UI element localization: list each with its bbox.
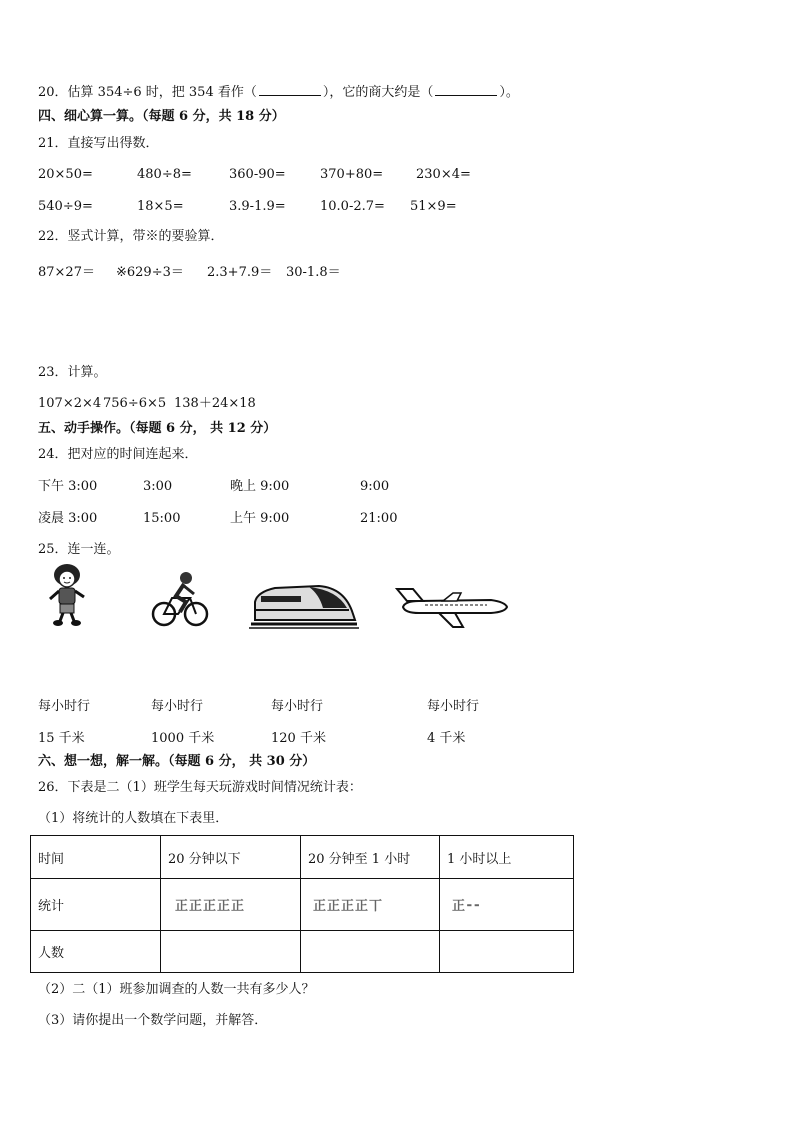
speed-label-2: 每小时行 <box>151 699 204 714</box>
question-24-title: 24．把对应的时间连起来． <box>38 447 198 462</box>
answer-blank-1[interactable] <box>259 83 321 96</box>
table-tally-row <box>31 879 574 931</box>
speed-value-3: 120 千米 <box>271 731 326 746</box>
q26-subquestion-3: （3）请你提出一个数学问题，并解答． <box>38 1013 268 1028</box>
q23-item-3: 138＋24×18 <box>174 396 256 411</box>
header-under-20-min: 20 分钟以下 <box>161 836 301 879</box>
header-time: 时间 <box>31 836 161 879</box>
q20-text-pre: 20．估算 354÷6 时，把 354 看作（ <box>38 85 257 100</box>
q24-time-2-2: 15:00 <box>143 511 181 526</box>
q21-expr-2-1: 540÷9= <box>38 199 93 214</box>
count-cell-20-min-to-1-hour[interactable] <box>301 931 440 973</box>
walking-girl-image <box>44 563 90 627</box>
tally-over-1-hour: 正⁃⁃ <box>452 899 482 914</box>
q21-expr-1-2: 480÷8= <box>137 167 192 182</box>
q24-time-1-3: 晚上 9:00 <box>230 479 290 494</box>
q22-item-1: 87×27＝ <box>38 265 95 280</box>
question-23-title: 23．计算。 <box>38 365 107 380</box>
airplane-image <box>395 585 509 629</box>
q20-text-mid: ），它的商大约是（ <box>322 85 434 100</box>
q22-item-3: 2.3+7.9＝ <box>207 265 273 280</box>
answer-blank-2[interactable] <box>435 83 497 96</box>
q24-time-1-2: 3:00 <box>143 479 173 494</box>
q26-subquestion-1: （1）将统计的人数填在下表里． <box>38 811 229 826</box>
tally-under-20-min: 正正正正正 <box>175 899 246 914</box>
header-20-min-to-1-hour: 20 分钟至 1 小时 <box>301 836 440 879</box>
question-25-title: 25．连一连。 <box>38 542 120 557</box>
count-cell-over-1-hour[interactable] <box>440 931 574 973</box>
q21-expr-1-5: 230×4= <box>416 167 471 182</box>
tally-20-min-to-1-hour: 正正正正丅 <box>313 899 384 914</box>
header-over-1-hour: 1 小时以上 <box>440 836 574 879</box>
q22-item-4: 30-1.8＝ <box>286 265 341 280</box>
speed-label-3: 每小时行 <box>271 699 324 714</box>
section-6-heading: 六、想一想，解一解。（每题 6 分， 共 30 分） <box>38 754 316 769</box>
q23-item-1: 107×2×4 <box>38 396 102 411</box>
table-count-row <box>31 931 574 973</box>
count-cell-under-20-min[interactable] <box>161 931 301 973</box>
speed-label-1: 每小时行 <box>38 699 91 714</box>
q21-expr-2-2: 18×5= <box>137 199 184 214</box>
tally-row-label: 统计 <box>31 879 161 931</box>
q21-expr-1-3: 360-90= <box>229 167 286 182</box>
section-4-heading: 四、细心算一算。（每题 6 分，共 18 分） <box>38 109 285 124</box>
q23-item-2: 756÷6×5 <box>103 396 167 411</box>
table-header-row <box>31 836 574 879</box>
count-row-label: 人数 <box>31 931 161 973</box>
question-26-title: 26．下表是二（1）班学生每天玩游戏时间情况统计表： <box>38 780 362 795</box>
q21-expr-1-4: 370+80= <box>320 167 384 182</box>
speed-value-1: 15 千米 <box>38 731 85 746</box>
statistics-table <box>30 835 574 973</box>
question-22-title: 22．竖式计算，带※的要验算． <box>38 229 224 244</box>
q24-time-2-3: 上午 9:00 <box>230 511 290 526</box>
speed-value-2: 1000 千米 <box>151 731 215 746</box>
speed-label-4: 每小时行 <box>427 699 480 714</box>
speed-value-4: 4 千米 <box>427 731 466 746</box>
q21-expr-2-4: 10.0-2.7= <box>320 199 385 214</box>
q21-expr-1-1: 20×50= <box>38 167 93 182</box>
q24-time-1-1: 下午 3:00 <box>38 479 98 494</box>
q24-time-2-4: 21:00 <box>360 511 398 526</box>
q26-subquestion-2: （2）二（1）班参加调查的人数一共有多少人？ <box>38 982 315 997</box>
question-20 <box>38 83 519 101</box>
q20-text-post: ）。 <box>499 85 519 100</box>
high-speed-train-image <box>249 578 359 630</box>
q22-item-2: ※629÷3＝ <box>116 265 184 280</box>
section-5-heading: 五、动手操作。（每题 6 分， 共 12 分） <box>38 421 277 436</box>
question-21-title: 21．直接写出得数． <box>38 136 159 151</box>
q24-time-1-4: 9:00 <box>360 479 390 494</box>
q21-expr-2-5: 51×9= <box>410 199 457 214</box>
q21-expr-2-3: 3.9-1.9= <box>229 199 286 214</box>
cyclist-image <box>150 570 210 628</box>
q24-time-2-1: 凌晨 3:00 <box>38 511 98 526</box>
